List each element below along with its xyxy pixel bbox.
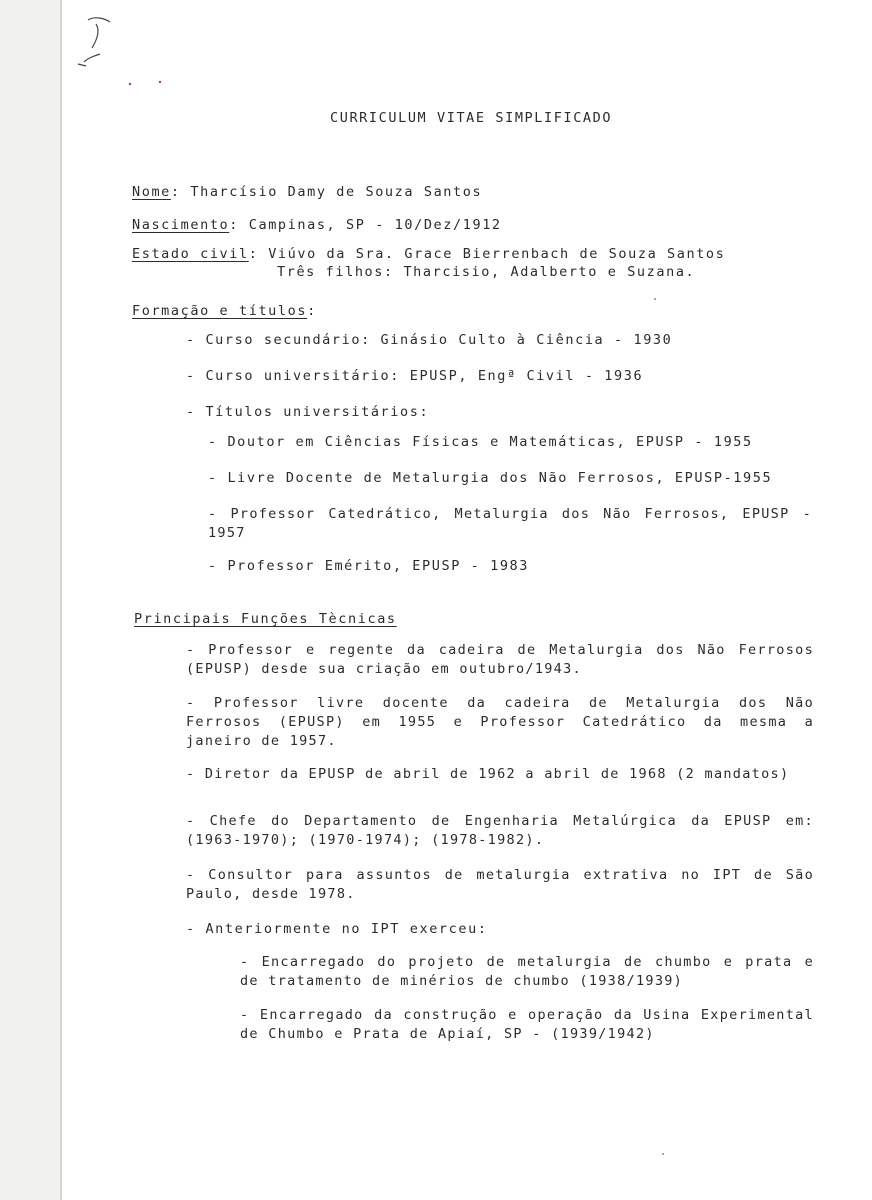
civil-status-line bbox=[132, 245, 725, 264]
education-heading bbox=[132, 302, 317, 321]
functions-heading-text: Principais Funções Tècnicas bbox=[134, 611, 397, 627]
function-item: - Anteriormente no IPT exerceu: bbox=[186, 921, 488, 937]
document-title: CURRICULUM VITAE SIMPLIFICADO bbox=[330, 110, 613, 126]
function-item: - Professor livre docente da cadeira de Metalurgia dos Não Ferrosos (EPUSP) em 1955 e Professor Catedrático da mesma a janeiro de 1957. bbox=[186, 695, 814, 749]
function-item: - Chefe do Departamento de Engenharia Metalúrgica da EPUSP em: (1963-1970); (1970-1974); (1978-1982). bbox=[186, 813, 814, 848]
children-line: Três filhos: Tharcisio, Adalberto e Suzana. bbox=[277, 264, 696, 280]
name-value: : Tharcísio Damy de Souza Santos bbox=[170, 184, 483, 200]
title-item: - Doutor em Ciências Físicas e Matemáticas, EPUSP - 1955 bbox=[208, 434, 753, 450]
function-item: - Diretor da EPUSP de abril de 1962 a abril de 1968 (2 mandatos) bbox=[186, 766, 790, 782]
birth-value: : Campinas, SP - 10/Dez/1912 bbox=[229, 217, 502, 233]
birth-line bbox=[132, 216, 502, 235]
name-label: Nome bbox=[132, 184, 171, 200]
title-item: - Professor Catedrático, Metalurgia dos Não Ferrosos, EPUSP - 1957 bbox=[208, 506, 812, 541]
title-item: - Professor Emérito, EPUSP - 1983 bbox=[208, 558, 530, 574]
ipt-item: - Encarregado da construção e operação da Usina Experimental de Chumbo e Prata de Apiaí, SP - (1939/1942) bbox=[240, 1007, 814, 1042]
speck bbox=[662, 1153, 664, 1155]
functions-heading bbox=[134, 610, 397, 629]
education-item: - Títulos universitários: bbox=[186, 404, 430, 420]
speck bbox=[654, 298, 656, 300]
education-item: - Curso secundário: Ginásio Culto à Ciência - 1930 bbox=[186, 332, 673, 348]
function-item: - Consultor para assuntos de metalurgia extrativa no IPT de São Paulo, desde 1978. bbox=[186, 867, 814, 902]
function-item: - Professor e regente da cadeira de Metalurgia dos Não Ferrosos (EPUSP) desde sua criação em outubro/1943. bbox=[186, 642, 814, 677]
handwritten-marks bbox=[70, 14, 170, 94]
civil-status-value: : Viúvo da Sra. Grace Bierrenbach de Souza Santos bbox=[248, 246, 726, 262]
name-line bbox=[132, 183, 482, 202]
ipt-item: - Encarregado do projeto de metalurgia de chumbo e prata e de tratamento de minérios de chumbo (1938/1939) bbox=[240, 954, 814, 989]
civil-status-label: Estado civil bbox=[132, 246, 249, 262]
education-heading-text: Formação e títulos bbox=[132, 303, 308, 319]
title-item: - Livre Docente de Metalurgia dos Não Ferrosos, EPUSP-1955 bbox=[208, 470, 773, 486]
education-item: - Curso universitário: EPUSP, Engª Civil - 1936 bbox=[186, 368, 644, 384]
birth-label: Nascimento bbox=[132, 217, 230, 233]
education-heading-colon: : bbox=[307, 303, 317, 319]
